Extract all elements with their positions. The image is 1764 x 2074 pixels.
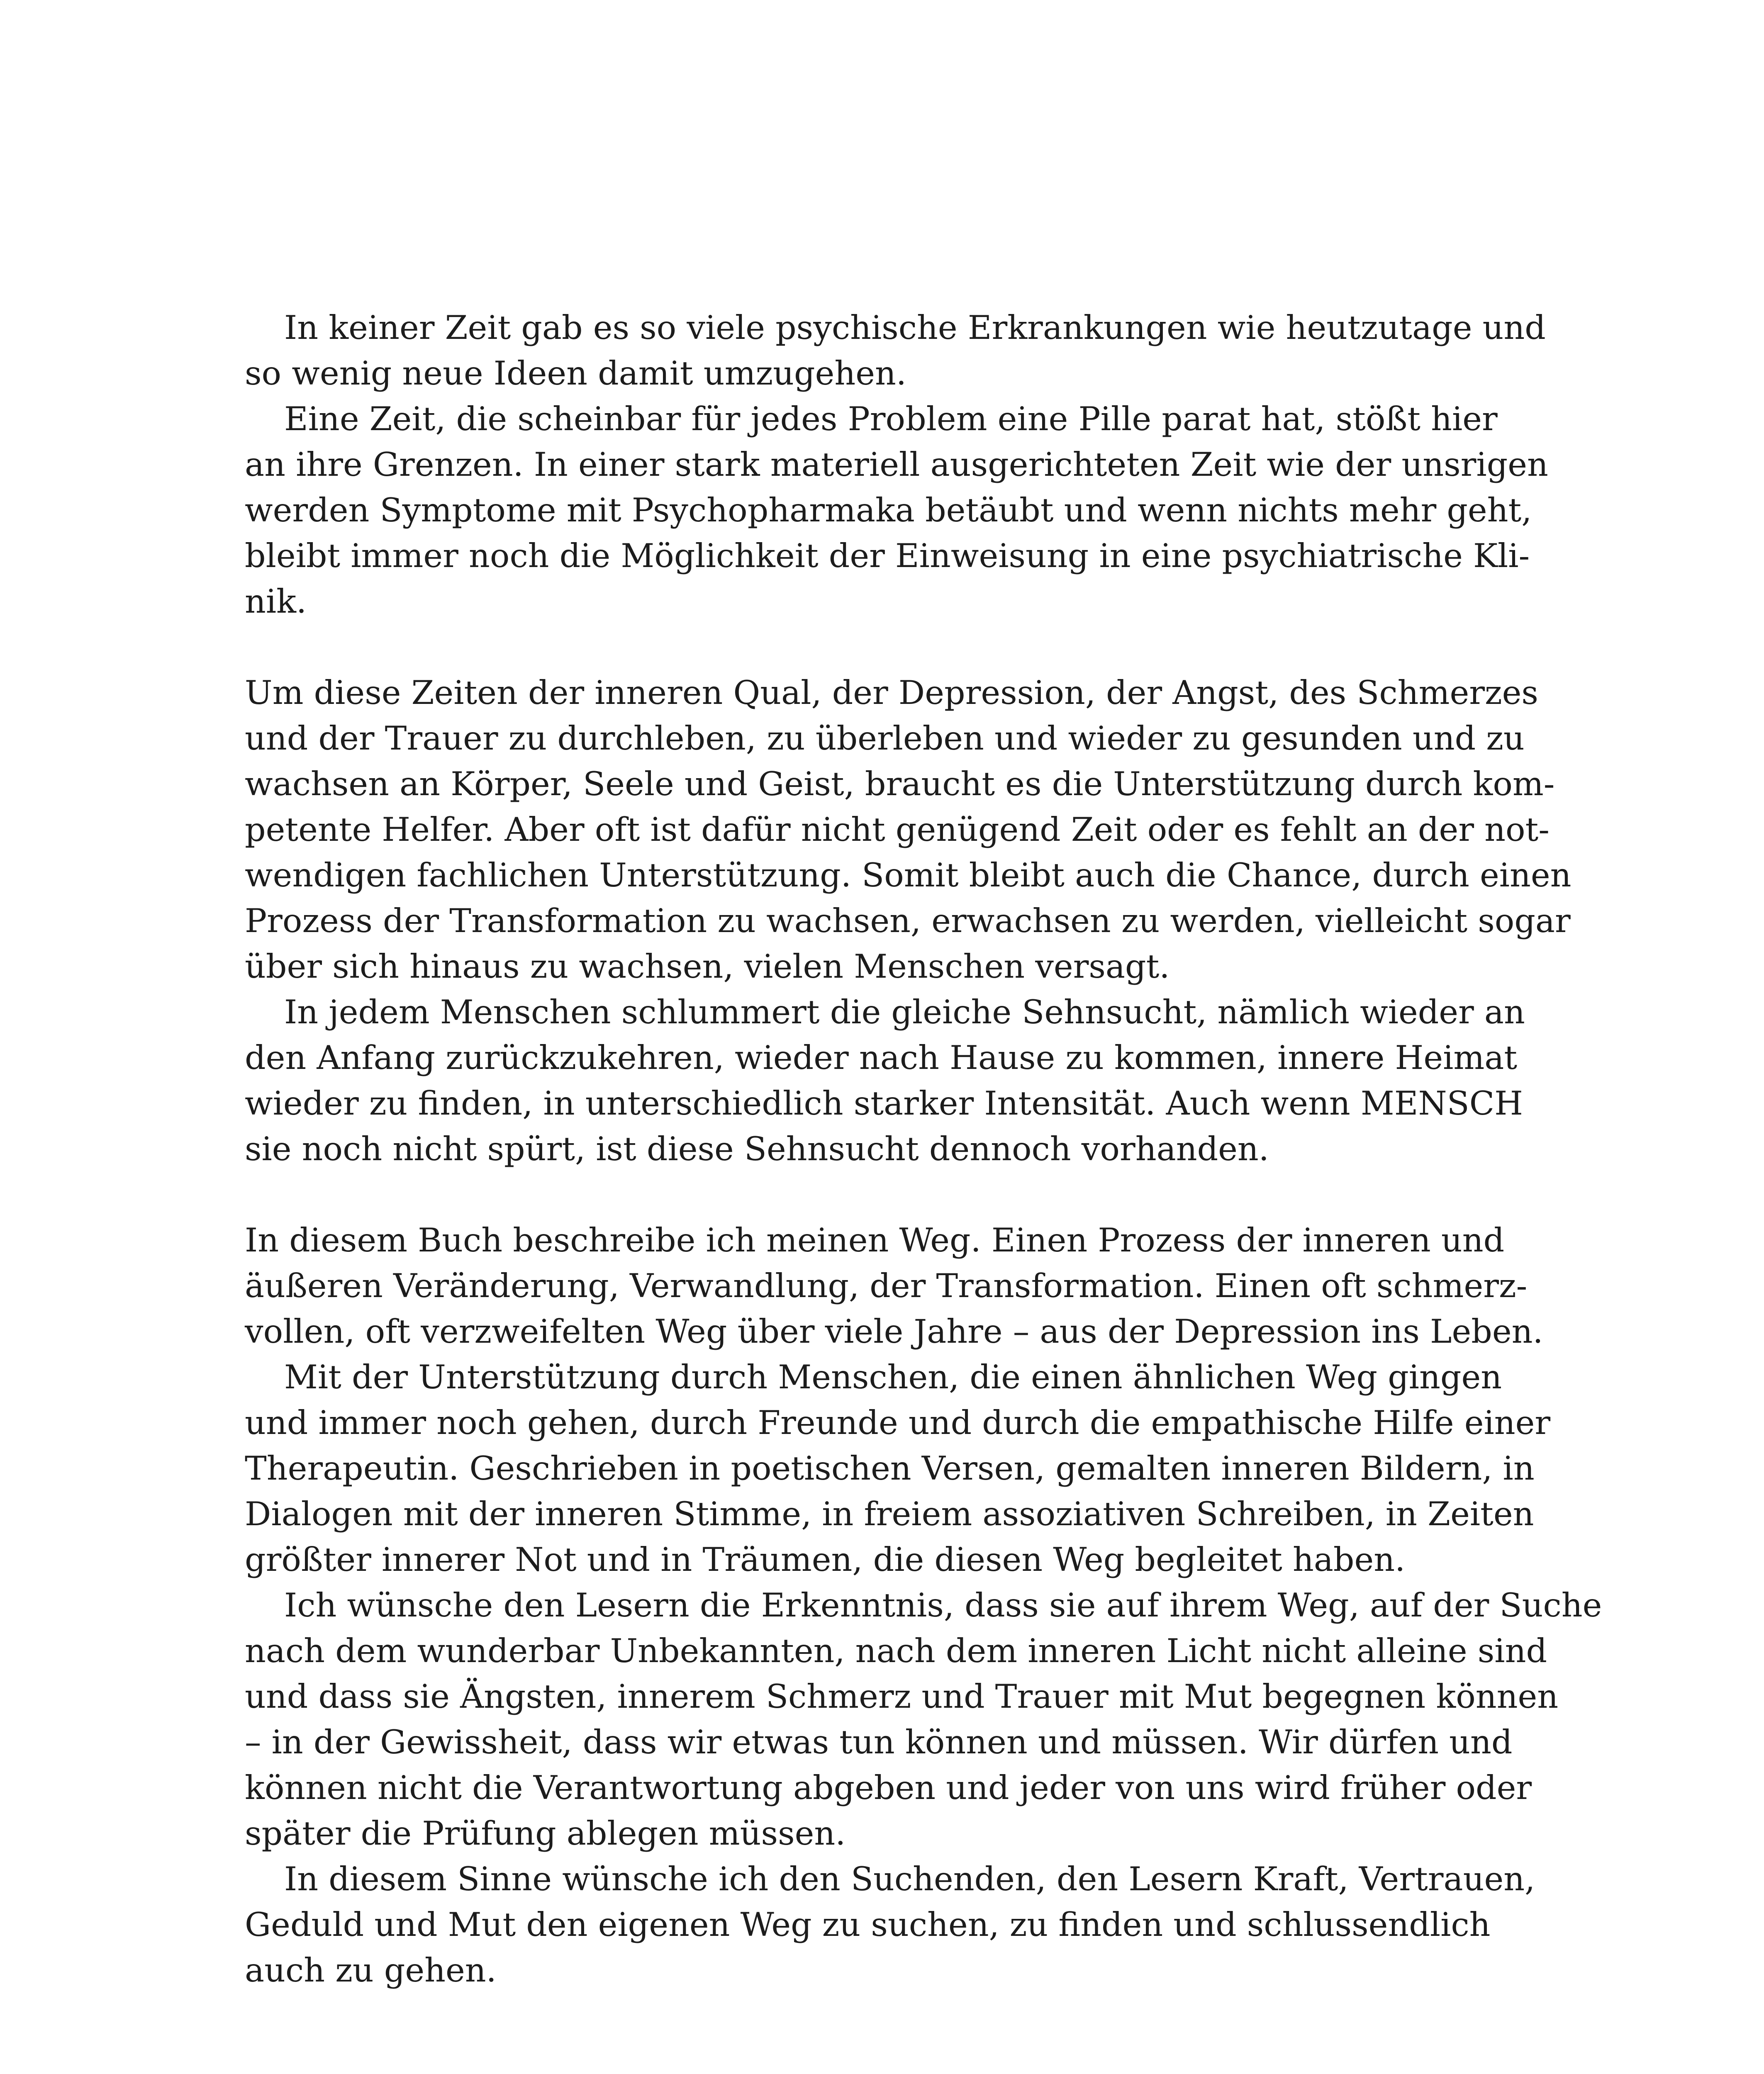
text-line: auch zu gehen. [245, 1951, 497, 1989]
text-line: nach dem wunderbar Unbekannten, nach dem inneren Licht nicht alleine sind [245, 1632, 1547, 1670]
text-line: später die Prüfung ablegen müssen. [245, 1814, 846, 1852]
text-line: In keiner Zeit gab es so viele psychische Erkrankungen wie heutzutage und [284, 309, 1546, 347]
text-line: – in der Gewissheit, dass wir etwas tun können und müssen. Wir dürfen und [245, 1723, 1513, 1761]
text-line: größter innerer Not und in Träumen, die diesen Weg begleitet haben. [245, 1541, 1406, 1579]
text-line: so wenig neue Ideen damit umzugehen. [245, 354, 907, 392]
text-line: und immer noch gehen, durch Freunde und durch die empathische Hilfe einer [245, 1404, 1551, 1442]
paragraph [245, 1217, 1543, 1354]
text-line: Geduld und Mut den eigenen Weg zu suchen, zu finden und schlussendlich [245, 1906, 1491, 1944]
text-line: bleibt immer noch die Möglichkeit der Einweisung in eine psychiatrische Kli- [245, 537, 1530, 575]
text-line: In jedem Menschen schlummert die gleiche Sehnsucht, nämlich wieder an [284, 993, 1525, 1031]
paragraph [245, 670, 1572, 989]
text-line: äußeren Veränderung, Verwandlung, der Transformation. Einen oft schmerz- [245, 1267, 1528, 1305]
text-line: Therapeutin. Geschrieben in poetischen Versen, gemalten inneren Bildern, in [245, 1449, 1535, 1487]
text-line: wendigen fachlichen Unterstützung. Somit bleibt auch die Chance, durch einen [245, 856, 1572, 894]
text-line: Prozess der Transformation zu wachsen, erwachsen zu werden, vielleicht sogar [245, 902, 1571, 940]
text-line: den Anfang zurückzukehren, wieder nach Hause zu kommen, innere Heimat [245, 1039, 1518, 1077]
text-line: sie noch nicht spürt, ist diese Sehnsucht dennoch vorhanden. [245, 1130, 1269, 1168]
text-line: über sich hinaus zu wachsen, vielen Menschen versagt. [245, 947, 1170, 986]
text-line: Mit der Unterstützung durch Menschen, die einen ähnlichen Weg gingen [284, 1358, 1502, 1396]
paragraph [245, 1582, 1602, 1856]
text-line: können nicht die Verantwortung abgeben und jeder von uns wird früher oder [245, 1769, 1532, 1807]
signature-gap [245, 1993, 1464, 2074]
text-line: In diesem Buch beschreibe ich meinen Weg. Einen Prozess der inneren und [245, 1221, 1505, 1259]
text-line: Eine Zeit, die scheinbar für jedes Problem eine Pille parat hat, stößt hier [284, 400, 1498, 438]
text-line: wachsen an Körper, Seele und Geist, braucht es die Unterstützung durch kom- [245, 765, 1555, 803]
paragraph [245, 989, 1525, 1172]
paragraph-gap [245, 624, 1464, 670]
text-line: vollen, oft verzweifelten Weg über viele Jahre – aus der Depression ins Leben. [245, 1312, 1543, 1351]
text-line: petente Helfer. Aber oft ist dafür nicht genügend Zeit oder es fehlt an der not- [245, 811, 1550, 849]
text-line: und der Trauer zu durchleben, zu überleben und wieder zu gesunden und zu [245, 719, 1525, 757]
text-line: Dialogen mit der inneren Stimme, in freiem assoziativen Schreiben, in Zeiten [245, 1495, 1534, 1533]
text-line: In diesem Sinne wünsche ich den Suchenden, den Lesern Kraft, Vertrauen, [284, 1860, 1535, 1898]
paragraph [245, 305, 1546, 396]
text-line: werden Symptome mit Psychopharmaka betäubt und wenn nichts mehr geht, [245, 491, 1532, 529]
paragraph-gap [245, 1172, 1464, 1217]
body-text [245, 305, 1602, 2074]
text-line: wieder zu finden, in unterschiedlich starker Intensität. Auch wenn MENSCH [245, 1084, 1523, 1122]
text-line: Um diese Zeiten der inneren Qual, der Depression, der Angst, des Schmerzes [245, 674, 1538, 712]
paragraph [245, 396, 1548, 624]
text-line: nik. [245, 582, 307, 621]
text-line: Ich wünsche den Lesern die Erkenntnis, dass sie auf ihrem Weg, auf der Suche [284, 1586, 1602, 1624]
text-line: und dass sie Ängsten, innerem Schmerz und Trauer mit Mut begegnen können [245, 1677, 1559, 1716]
paragraph [245, 1354, 1551, 1582]
paragraph [245, 1856, 1535, 1993]
text-line: an ihre Grenzen. In einer stark materiell ausgerichteten Zeit wie der unsrigen [245, 445, 1548, 484]
